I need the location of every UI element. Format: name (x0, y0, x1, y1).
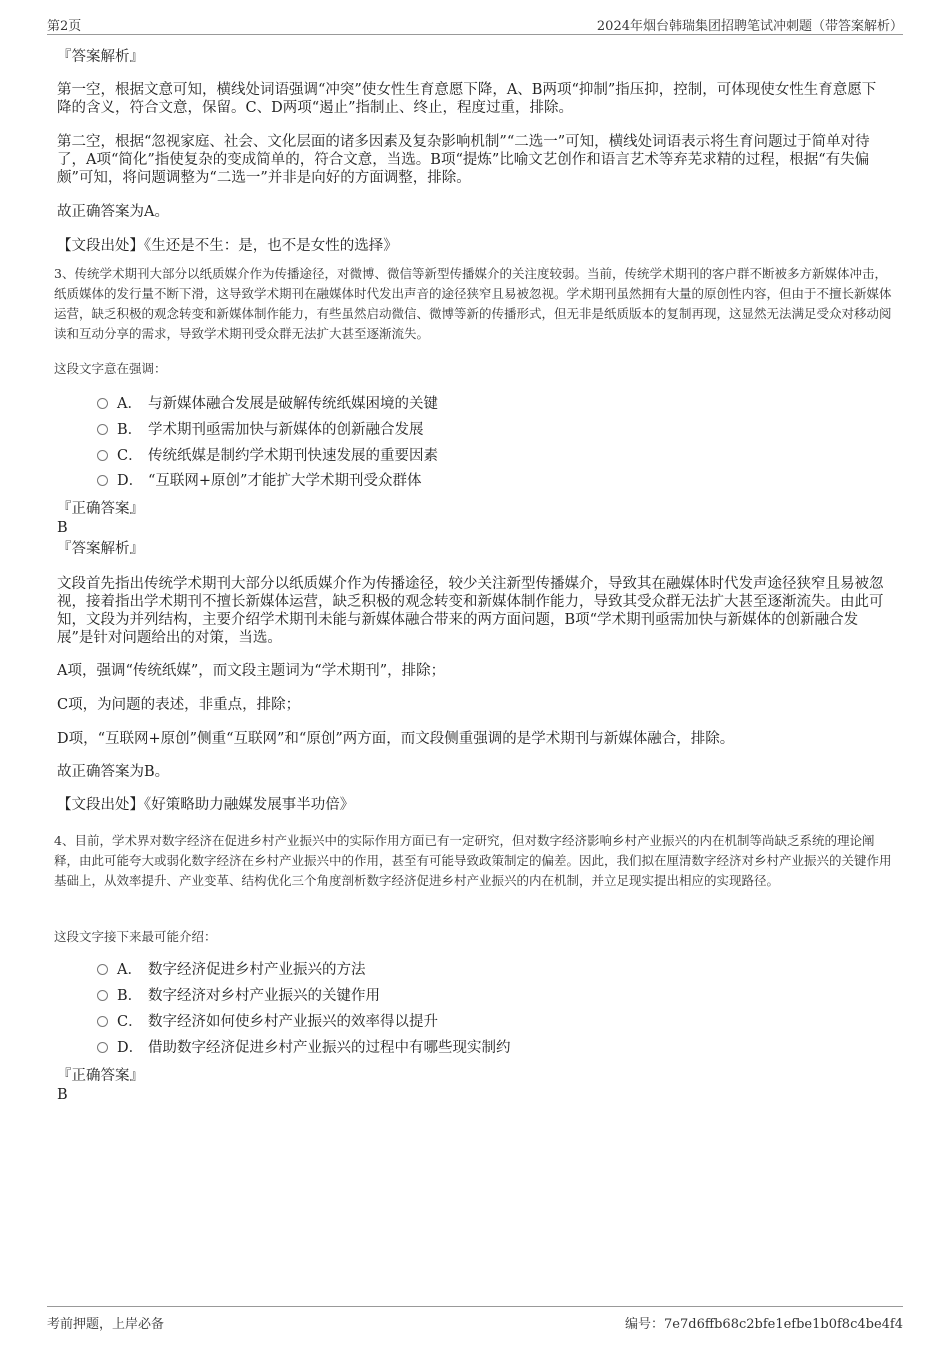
radio-icon[interactable] (97, 964, 108, 975)
radio-icon[interactable] (97, 1016, 108, 1027)
option-c[interactable]: C． 数字经济如何使乡村产业振兴的效率得以提升 (97, 1013, 438, 1031)
option-b[interactable]: B． 学术期刊亟需加快与新媒体的创新融合发展 (97, 421, 424, 439)
page-footer (47, 1306, 903, 1332)
analysis-paragraph: 第一空，根据文意可知，横线处词语强调“冲突”使女性生育意愿下降，A、B两项“抑制”指压抑，控制，可体现使女性生育意愿下降的含义，符合文意，保留。C、D两项“遏止”指制止、终止，程度过重，排除。 (57, 82, 877, 116)
correct-answer: B (57, 520, 68, 536)
document-code: 编号：7e7d6ffb68c2bfe1efbe1b0f8c4be4f4 (625, 1317, 903, 1332)
correct-answer-label: 『正确答案』 (57, 1068, 144, 1084)
radio-icon[interactable] (97, 475, 108, 486)
option-c[interactable]: C． 传统纸媒是制约学术期刊快速发展的重要因素 (97, 447, 438, 465)
correct-answer-label: 『正确答案』 (57, 501, 144, 517)
analysis-paragraph: 第二空，根据“忽视家庭、社会、文化层面的诸多因素及复杂影响机制”“二选一”可知，横线处词语表示将生育问题过于简单对待了，A项“简化”指使复杂的变成简单的，符合文意，当选。B项“提炼”比喻文艺创作和语言艺术等弃芜求精的过程，根据“有失偏颇”可知，将问题调整为“二选一”并非是向好的方面调整，排除。 (57, 134, 870, 186)
answer-conclusion: 故正确答案为B。 (57, 764, 170, 780)
option-d[interactable]: D． 借助数字经济促进乡村产业振兴的过程中有哪些现实制约 (97, 1039, 511, 1057)
question-prompt: 这段文字意在强调： (54, 361, 167, 376)
answer-conclusion: 故正确答案为A。 (57, 204, 169, 220)
page-header (47, 12, 903, 35)
option-a[interactable]: A． 与新媒体融合发展是破解传统纸媒困境的关键 (97, 395, 438, 413)
footer-slogan: 考前押题，上岸必备 (47, 1317, 165, 1332)
source-citation: 【文段出处】《生还是不生：是，也不是女性的选择》 (57, 238, 398, 254)
source-citation: 【文段出处】《好策略助力融媒发展事半功倍》 (57, 797, 355, 813)
question-prompt: 这段文字接下来最可能介绍： (54, 929, 217, 944)
radio-icon[interactable] (97, 424, 108, 435)
radio-icon[interactable] (97, 990, 108, 1001)
question-text: 4、目前，学术界对数字经济在促进乡村产业振兴中的实际作用方面已有一定研究，但对数字经济影响乡村产业振兴的内在机制等尚缺乏系统的理论阐释，由此可能夸大或弱化数字经济在乡村产业振兴中的作用，甚至有可能导致政策制定的偏差。因此，我们拟在厘清数字经济对乡村产业振兴的关键作用基础上，从效率提升、产业变革、结构优化三个角度剖析数字经济促进乡村产业振兴的内在机制，并立足现实提出相应的实现路径。 (54, 833, 892, 888)
radio-icon[interactable] (97, 1042, 108, 1053)
option-b[interactable]: B． 数字经济对乡村产业振兴的关键作用 (97, 987, 380, 1005)
page-number: 第2页 (47, 19, 82, 34)
analysis-paragraph: A项，强调“传统纸媒”，而文段主题词为“学术期刊”，排除； (57, 663, 446, 679)
document-title: 2024年烟台韩瑞集团招聘笔试冲刺题（带答案解析） (596, 19, 903, 34)
question-text: 3、传统学术期刊大部分以纸质媒介作为传播途径，对微博、微信等新型传播媒介的关注度较弱。当前，传统学术期刊的客户群不断被多方新媒体冲击，纸质媒体的发行量不断下滑，这导致学术期刊在融媒体时代发出声音的途径狭窄且易被忽视。学术期刊虽然拥有大量的原创性内容，但由于不擅长新媒体运营，缺乏积极的观念转变和新媒体制作能力，有些虽然启动微信、微博等新的传播形式，但无非是纸质版本的复制再现，这显然无法满足受众对移动阅读和互动分享的需求，导致学术期刊受众群无法扩大甚至逐渐流失。 (54, 266, 892, 341)
option-a[interactable]: A． 数字经济促进乡村产业振兴的方法 (97, 961, 366, 979)
answer-analysis-label: 『答案解析』 (57, 49, 144, 65)
analysis-paragraph: 文段首先指出传统学术期刊大部分以纸质媒介作为传播途径，较少关注新型传播媒介，导致其在融媒体时代发声途径狭窄且易被忽视，接着指出学术期刊不擅长新媒体运营，缺乏积极的观念转变和新媒体制作能力，导致其受众群无法扩大甚至逐渐流失。由此可知，文段为并列结构，主要介绍学术期刊未能与新媒体融合带来的两方面问题，B项“学术期刊亟需加快与新媒体的创新融合发展”是针对问题给出的对策，当选。 (57, 576, 884, 646)
option-d[interactable]: D． “互联网+原创”才能扩大学术期刊受众群体 (97, 472, 421, 490)
radio-icon[interactable] (97, 398, 108, 409)
analysis-paragraph: D项，“互联网+原创”侧重“互联网”和“原创”两方面，而文段侧重强调的是学术期刊与新媒体融合，排除。 (57, 731, 735, 747)
analysis-paragraph: C项，为问题的表述，非重点，排除； (57, 697, 301, 713)
correct-answer: B (57, 1087, 68, 1103)
radio-icon[interactable] (97, 450, 108, 461)
answer-analysis-label: 『答案解析』 (57, 541, 144, 557)
